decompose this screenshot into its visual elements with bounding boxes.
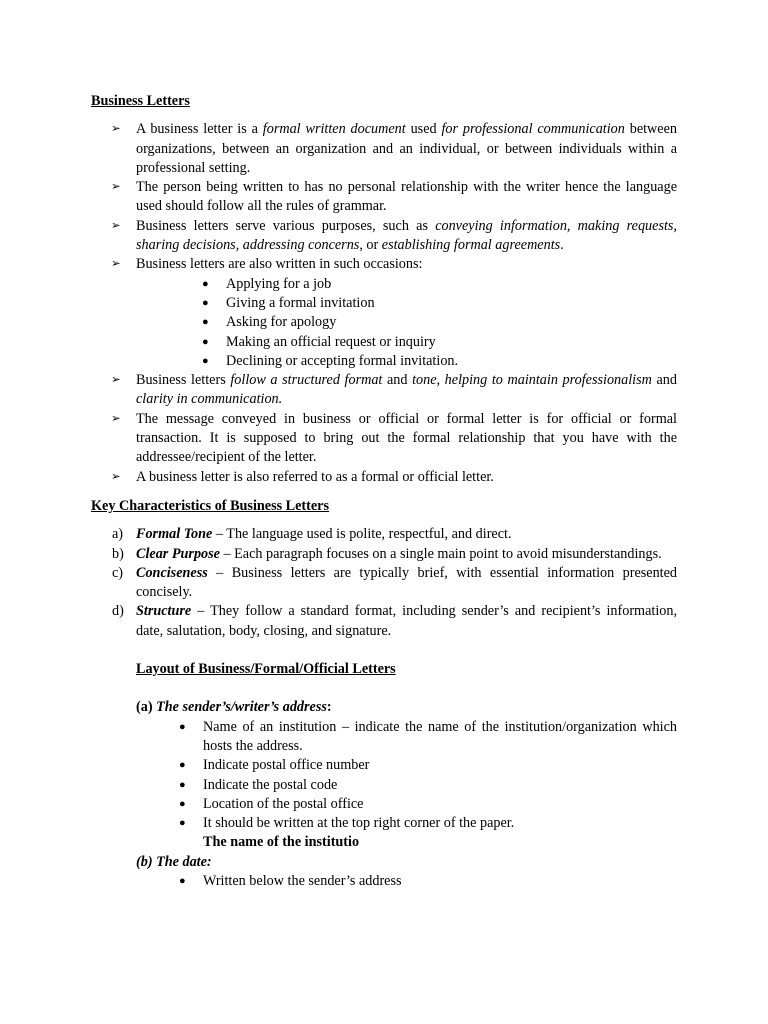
emphasis-text: for professional communication <box>441 121 625 138</box>
list-item <box>136 352 677 371</box>
body-text: A business letter is also referred to as a formal or official letter. <box>136 468 494 485</box>
emphasis-text: formal written document <box>262 121 406 138</box>
section-b-heading: (b) The date: <box>136 853 212 870</box>
list-item <box>91 756 677 775</box>
item-text: Name of an institution – indicate the name of the institution/organization which hosts the address. <box>203 718 677 754</box>
characteristic-item <box>91 602 677 641</box>
list-marker: d) <box>112 603 124 620</box>
business-letter-points <box>91 120 677 487</box>
occasion-text: Declining or accepting formal invitation. <box>226 352 459 369</box>
characteristic-text: – They follow a standard format, including sender’s and recipient’s information, date, salutation, body, closing, and signature. <box>136 603 677 639</box>
list-marker: b) <box>112 545 124 562</box>
body-text: , or <box>359 237 382 254</box>
characteristic-item <box>91 525 677 544</box>
occasion-text: Applying for a job <box>226 275 332 292</box>
list-item <box>136 294 677 313</box>
body-text: A business letter is a <box>136 121 263 138</box>
arrow-bullet-icon: ➢ <box>111 374 121 387</box>
point-text <box>136 218 677 253</box>
body-text: used <box>405 121 442 138</box>
point-text <box>136 469 494 485</box>
point-item <box>91 255 677 371</box>
arrow-bullet-icon: ➢ <box>111 470 121 483</box>
bullet-dot-icon: ● <box>202 316 209 329</box>
characteristic-item <box>91 564 677 603</box>
emphasis-text: establishing formal agreements <box>381 237 561 254</box>
item-text: Indicate postal office number <box>203 757 370 774</box>
list-item <box>136 275 677 294</box>
body-text: The message conveyed in business or official or formal letter is for official or formal transaction. It is supposed to bring out the formal relationship that you have with the addressee/recipient of the letter. <box>136 410 677 466</box>
bullet-dot-icon: ● <box>179 778 186 791</box>
bullet-dot-icon: ● <box>179 817 186 830</box>
item-text: Indicate the postal code <box>203 776 338 793</box>
bullet-dot-icon: ● <box>202 354 209 367</box>
point-item <box>91 371 677 410</box>
point-text <box>136 256 422 272</box>
characteristic-text: – The language used is polite, respectful, and direct. <box>212 526 512 543</box>
characteristic-term: Clear Purpose <box>136 545 220 562</box>
arrow-bullet-icon: ➢ <box>111 181 121 194</box>
point-text <box>136 372 677 407</box>
arrow-bullet-icon: ➢ <box>111 123 121 136</box>
point-item <box>91 178 677 217</box>
list-marker: c) <box>112 564 124 581</box>
occasion-text: Giving a formal invitation <box>226 294 375 311</box>
list-item <box>91 776 677 795</box>
characteristic-item <box>91 545 677 564</box>
characteristic-text: – Business letters are typically brief, with essential information presented concisely. <box>136 564 677 601</box>
heading-business-letters: Business Letters <box>91 93 190 109</box>
item-text: Location of the postal office <box>203 795 364 812</box>
emphasis-text: clarity in communication. <box>136 391 283 408</box>
body-text: between organizations, between an organization and an individual, or between individuals within a professional setting. <box>136 121 677 176</box>
list-item <box>91 718 677 757</box>
body-text: Business letters <box>136 372 231 389</box>
characteristics-list <box>91 525 677 641</box>
point-item <box>91 468 677 487</box>
arrow-bullet-icon: ➢ <box>111 219 121 232</box>
arrow-bullet-icon: ➢ <box>111 258 121 271</box>
institution-name-example: The name of the institutio <box>203 834 360 851</box>
body-text: The person being written to has no personal relationship with the writer hence the language used should follow all the rules of grammar. <box>136 179 677 215</box>
list-item <box>91 795 677 814</box>
occasions-list <box>136 275 677 371</box>
occasion-text: Making an official request or inquiry <box>226 333 436 350</box>
point-item <box>91 120 677 178</box>
point-text <box>136 411 677 466</box>
item-text: Written below the sender’s address <box>203 872 402 889</box>
point-text <box>136 179 677 214</box>
document-page <box>91 92 677 891</box>
emphasis-text: tone, helping to maintain professionalism <box>412 372 652 389</box>
emphasis-text: follow a structured format <box>230 372 383 389</box>
list-item <box>91 872 677 891</box>
bullet-dot-icon: ● <box>202 335 209 348</box>
section-a-heading <box>136 698 677 717</box>
item-text: It should be written at the top right corner of the paper. <box>203 815 515 832</box>
body-text: Business letters serve various purposes, such as <box>136 217 436 234</box>
characteristic-term: Formal Tone <box>136 526 213 543</box>
list-item <box>136 333 677 352</box>
point-item <box>91 410 677 468</box>
section-marker: (a) <box>136 699 157 716</box>
list-marker: a) <box>112 526 124 543</box>
heading-key-characteristics: Key Characteristics of Business Letters <box>91 497 329 514</box>
bullet-dot-icon: ● <box>179 759 186 772</box>
characteristic-term: Structure <box>136 603 192 620</box>
occasion-text: Asking for apology <box>226 314 337 331</box>
body-text: . <box>560 237 564 254</box>
emphasis-text: conveying information, making requests, sharing decisions, addressing concerns <box>136 217 677 254</box>
list-item <box>136 313 677 332</box>
characteristic-term: Conciseness <box>136 564 208 581</box>
bullet-dot-icon: ● <box>179 797 186 810</box>
bullet-dot-icon: ● <box>202 277 209 290</box>
bullet-dot-icon: ● <box>179 874 186 887</box>
characteristic-text: – Each paragraph focuses on a single main point to avoid misunderstandings. <box>219 545 662 562</box>
body-text: Business letters are also written in such occasions: <box>136 256 423 273</box>
point-item <box>91 217 677 256</box>
section-suffix: : <box>326 699 332 716</box>
list-item <box>91 814 677 833</box>
bullet-dot-icon: ● <box>202 296 209 309</box>
heading-layout: Layout of Business/Formal/Official Letters <box>136 661 396 678</box>
arrow-bullet-icon: ➢ <box>111 412 121 425</box>
section-title: The sender’s/writer’s address <box>156 699 327 716</box>
date-list <box>91 872 677 891</box>
body-text: and <box>382 372 413 389</box>
sender-address-list <box>91 718 677 834</box>
bullet-dot-icon: ● <box>179 720 186 733</box>
body-text: and <box>651 372 677 389</box>
point-text <box>136 121 677 176</box>
